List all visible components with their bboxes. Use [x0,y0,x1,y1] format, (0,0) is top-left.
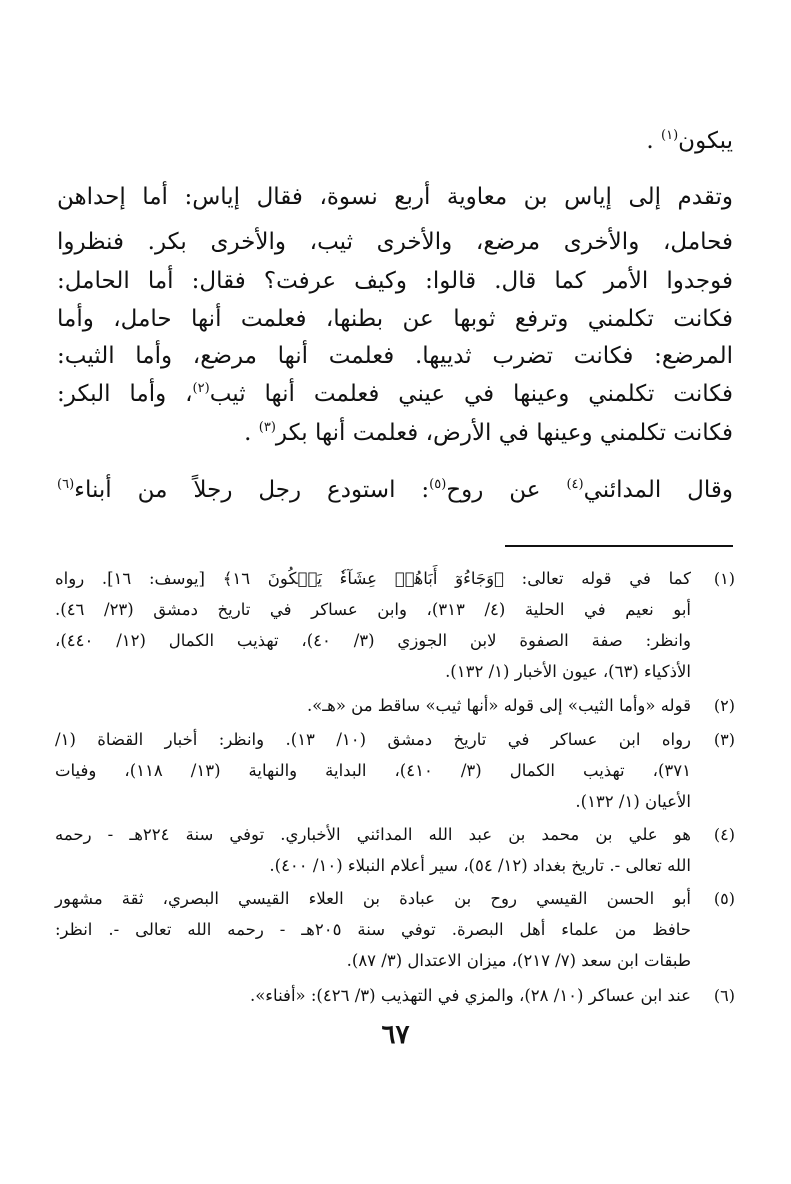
footnote-number-4: (٤) [713,825,735,844]
footnote-3-line-1: رواه ابن عساكر في تاريخ دمشق (١٠/ ١٣). وانظر: أخبار القضاة (١/ [55,730,692,749]
footnote-1-line-2: أبو نعيم في الحلية (٤/ ٣١٣)، وابن عساكر في تاريخ دمشق (٢٣/ ٤٦). [55,600,692,619]
paragraph-1-line-4: فكانت تكلمني وترفع ثوبها عن بطنها، فعلمت أنها حامل، وأما [57,306,733,332]
paragraph-1-line-7: فكانت تكلمني وعينها في الأرض، فعلمت أنها بكر$^{(٣)}$ . [244,420,733,446]
footnote-ref-3[interactable]: (٣) [258,420,276,435]
page-number: ٦٧ [381,1020,410,1050]
paragraph-1-line-5: المرضع: فكانت تضرب ثدييها. فعلمت أنها مرضع، وأما الثيب: [57,343,733,369]
footnote-5-line-1: أبو الحسن القيسي روح بن عبادة بن العلاء القيسي البصري، ثقة مشهور [55,889,691,908]
footnote-ref-6[interactable]: (٦) [57,477,75,492]
footnote-ref-1[interactable]: (١) [661,128,679,143]
footnote-ref-5[interactable]: (٥) [429,477,447,492]
footnote-number-2: (٢) [713,696,735,715]
footnote-4-line-1: هو علي بن محمد بن عبد الله المدائني الأخباري. توفي سنة ٢٢٤هـ - رحمه [55,825,691,844]
footnote-1-line-4: الأذكياء (٦٣)، عيون الأخبار (١/ ١٣٢). [445,662,691,681]
footnote-1-line-3: وانظر: صفة الصفوة لابن الجوزي (٣/ ٤٠)، تهذيب الكمال (١٢/ ٤٤٠)، [55,631,691,650]
footnote-number-1: (١) [713,569,735,588]
footnote-number-3: (٣) [713,730,735,749]
footnote-1-line-1: كما في قوله تعالى: ﴿وَجَاءُوٓ أَبَاهُمۡ عِشَآءٗ يَبۡكُونَ ١٦﴾ [يوسف: ١٦]. رواه [55,569,691,588]
paragraph-1-line-1: وتقدم إلى إياس بن معاوية أربع نسوة، فقال إياس: أما إحداهن [57,184,733,210]
footnote-4-line-2: الله تعالى -. تاريخ بغداد (١٢/ ٥٤)، سير أعلام النبلاء (١٠/ ٤٠٠). [269,856,691,875]
footnote-2-line-1: قوله «وأما الثيب» إلى قوله «أنها ثيب» ساقط من «هـ». [306,696,691,715]
footnote-ref-2[interactable]: (٢) [192,381,210,396]
paragraph-2-line-1: وقال المدائني$^{(٤)}$ عن روح$^{(٥)}$: استودع رجل رجلاً من أبناء$^{(٦)}$ [57,477,733,503]
footnote-3-line-3: الأعيان (١/ ١٣٢). [575,792,691,811]
footnote-3-line-2: ٣٧١)، تهذيب الكمال (٣/ ٤١٠)، البداية والنهاية (١٣/ ١١٨)، وفيات [55,761,692,780]
main-line-1: يبكون$^{(١)}$ . [646,128,733,154]
footnote-separator [505,545,733,547]
footnote-5-line-2: حافظ من علماء أهل البصرة. توفي سنة ٢٠٥هـ - رحمه الله تعالى -. انظر: [55,920,692,939]
footnote-5-line-3: طبقات ابن سعد (٧/ ٢١٧)، ميزان الاعتدال (٣/ ٨٧). [346,951,691,970]
footnote-6-line-1: عند ابن عساكر (١٠/ ٢٨)، والمزي في التهذيب (٣/ ٤٢٦): «أفناء». [249,986,691,1005]
paragraph-1-line-2: فحامل، والأخرى مرضع، والأخرى ثيب، والأخرى بكر. فنظروا [57,229,733,255]
footnote-ref-4[interactable]: (٤) [566,477,584,492]
footnote-number-6: (٦) [713,986,735,1005]
paragraph-1-line-6: فكانت تكلمني وعينها في عيني فعلمت أنها ثيب$^{(٢)}$، وأما البكر: [57,381,733,407]
paragraph-1-line-3: فوجدوا الأمر كما قال. قالوا: وكيف عرفت؟ فقال: أما الحامل: [57,268,733,294]
footnote-number-5: (٥) [713,889,735,908]
